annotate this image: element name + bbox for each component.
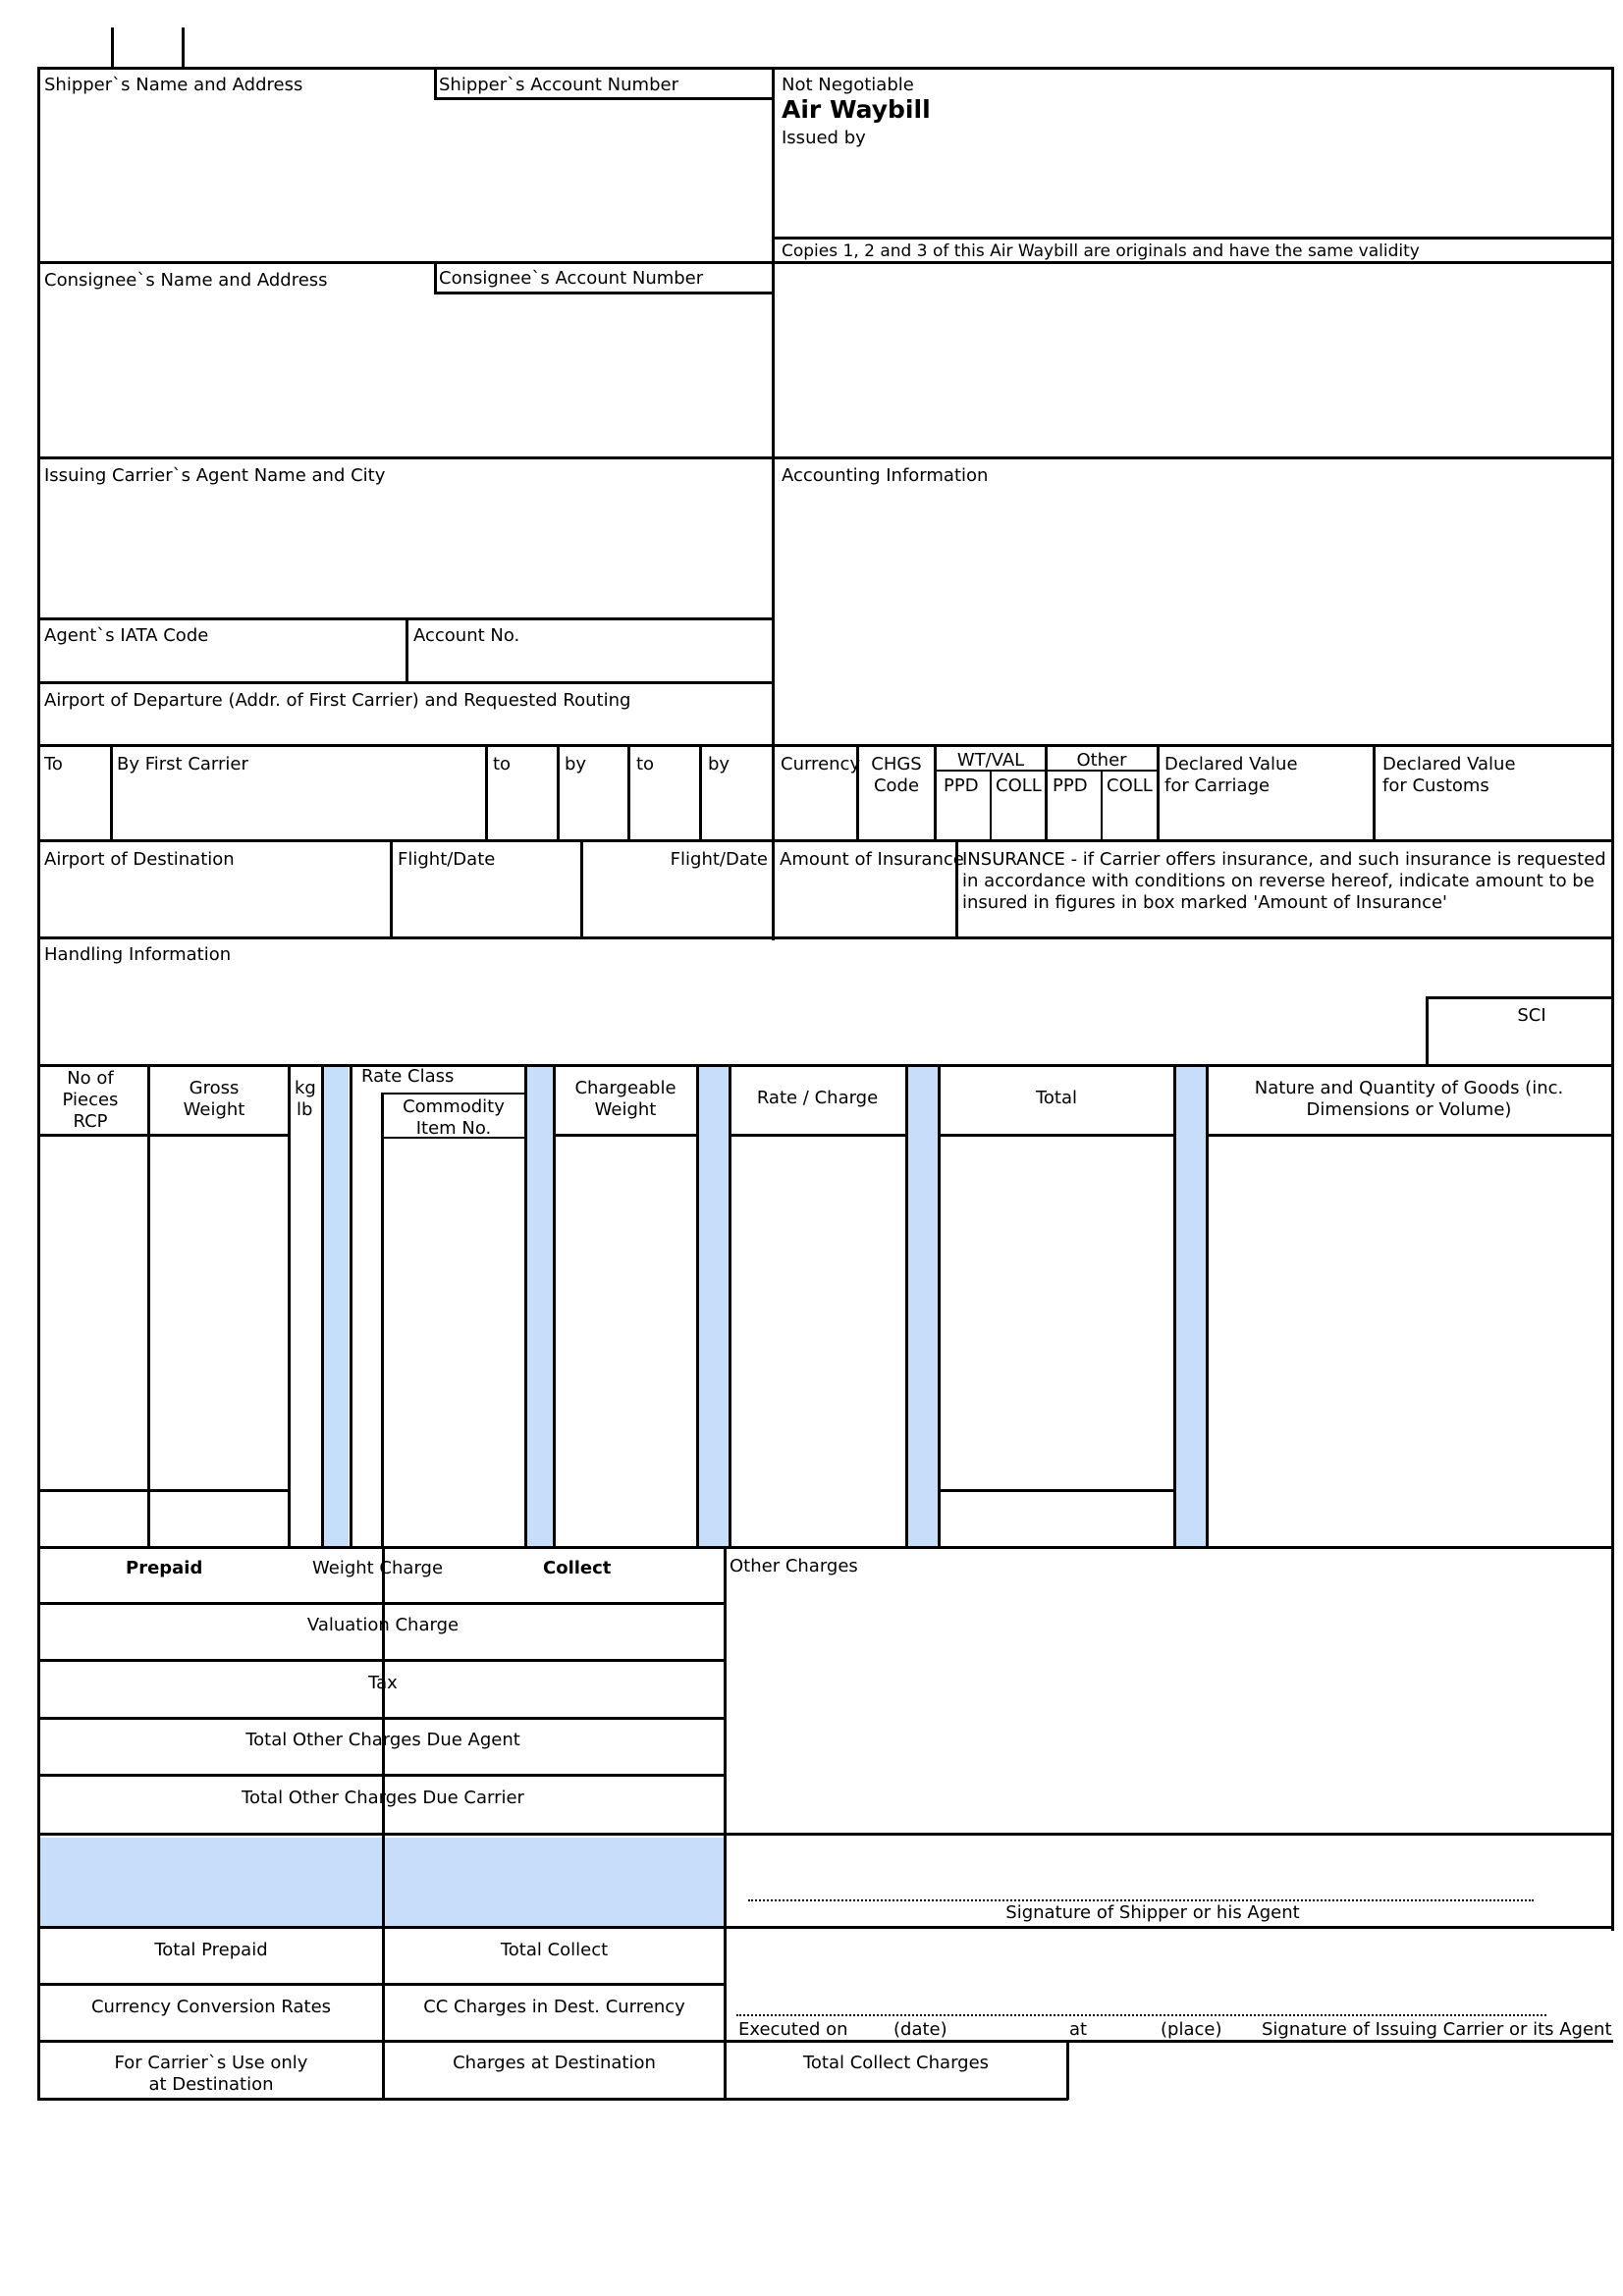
shipper-account-label: Shipper`s Account Number: [439, 75, 678, 95]
line: [434, 97, 773, 100]
line: [1157, 746, 1160, 841]
shade-rate-separator: [527, 1067, 554, 1548]
line: [627, 746, 630, 841]
line: [350, 1065, 352, 1548]
routing-to-label: To: [44, 754, 63, 774]
agent-name-label: Issuing Carrier`s Agent Name and City: [44, 465, 386, 486]
chargeable-weight-header: Chargeable Weight: [574, 1078, 676, 1120]
other-label: Other: [1076, 750, 1127, 771]
line: [905, 1065, 908, 1548]
total-prepaid-label: Total Prepaid: [154, 1940, 268, 1960]
charges-destination-label: Charges at Destination: [453, 2053, 656, 2073]
routing-to2-label: to: [493, 754, 512, 774]
nature-goods-header: Nature and Quantity of Goods (inc. Dimensions or Volume): [1254, 1078, 1564, 1120]
line: [1066, 2040, 1069, 2100]
line: [434, 263, 437, 294]
line: [37, 1833, 1613, 1836]
line: [580, 841, 583, 938]
line: [37, 2098, 1068, 2101]
gross-weight-header: Gross Weight: [183, 1078, 245, 1120]
line: [990, 771, 992, 841]
carrier-use-label: For Carrier`s Use only at Destination: [114, 2053, 308, 2095]
accounting-label: Accounting Information: [782, 465, 989, 486]
account-no-label: Account No.: [413, 625, 520, 646]
line: [485, 746, 488, 841]
line: [37, 744, 1613, 747]
line: [37, 681, 774, 684]
wt-val-label: WT/VAL: [956, 750, 1025, 771]
total-collect-charges-label: Total Collect Charges: [802, 2053, 990, 2073]
flight-date-label: Flight/Date: [670, 849, 768, 870]
issued-by-label: Issued by: [782, 128, 866, 148]
date-label: (date): [893, 2019, 947, 2040]
page-title: Air Waybill: [782, 95, 931, 124]
amount-insurance-label: Amount of Insurance: [780, 849, 964, 870]
currency-rates-label: Currency Conversion Rates: [90, 1997, 332, 2017]
pieces-header: No of Pieces RCP: [62, 1068, 119, 1132]
line: [434, 69, 437, 100]
line: [1426, 996, 1429, 1065]
collect-label: Collect: [543, 1558, 612, 1578]
carrier-signature-label: Signature of Issuing Carrier or its Agent: [1262, 2019, 1612, 2040]
currency-label: Currency: [781, 754, 861, 774]
shade-total-collect: [385, 1838, 726, 1928]
signature-line-shipper: [748, 1899, 1534, 1901]
declared-customs-label: Declared Value for Customs: [1382, 754, 1516, 796]
at-label: at: [1069, 2019, 1088, 2040]
shipper-signature-label: Signature of Shipper or his Agent: [1005, 1902, 1300, 1923]
lb-header: lb: [297, 1099, 313, 1120]
executed-on-label: Executed on: [738, 2019, 848, 2040]
destination-airport-label: Airport of Destination: [44, 849, 235, 870]
line: [321, 1065, 324, 1548]
coll-label: COLL: [996, 775, 1042, 796]
line: [557, 746, 560, 841]
top-tick: [111, 27, 114, 68]
declared-carriage-label: Declared Value for Carriage: [1164, 754, 1298, 796]
iata-code-label: Agent`s IATA Code: [44, 625, 209, 646]
routing-by2-label: by: [565, 754, 587, 774]
line: [37, 1717, 726, 1720]
signature-line-carrier: [736, 2014, 1546, 2016]
cc-charges-label: CC Charges in Dest. Currency: [423, 1997, 685, 2017]
prepaid-label: Prepaid: [126, 1558, 203, 1578]
line: [938, 1489, 1175, 1492]
copies-note: Copies 1, 2 and 3 of this Air Waybill are originals and have the same validity: [782, 241, 1420, 261]
divider-main: [772, 67, 775, 940]
insurance-note: INSURANCE - if Carrier offers insurance, and such insurance is requested in accordance with conditions on reverse hereof, indicate amount to be insured in figures in box marked 'Amount of Insurance': [962, 849, 1606, 913]
rate-class-header: Rate Class: [361, 1066, 455, 1087]
line: [37, 1774, 726, 1777]
line: [1426, 996, 1612, 999]
routing-by3-label: by: [708, 754, 730, 774]
line: [938, 1134, 1175, 1137]
line: [37, 839, 1613, 842]
other-charges-label: Other Charges: [730, 1556, 858, 1576]
chgs-code-label: CHGS Code: [871, 754, 922, 796]
line: [37, 1064, 1613, 1067]
not-negotiable: Not Negotiable: [782, 75, 914, 95]
line: [37, 1602, 726, 1605]
tax-label: Tax: [368, 1673, 398, 1693]
line: [37, 261, 774, 264]
other-due-carrier-label: Total Other Charges Due Carrier: [242, 1788, 524, 1808]
line: [729, 1134, 907, 1137]
line: [699, 746, 702, 841]
line: [938, 1065, 941, 1548]
total-collect-label: Total Collect: [500, 1940, 609, 1960]
shipper-name-label: Shipper`s Name and Address: [44, 75, 303, 95]
top-tick: [182, 27, 185, 68]
line: [37, 1659, 726, 1662]
commodity-header: Commodity Item No.: [403, 1096, 505, 1139]
line: [37, 1926, 1613, 1929]
shade-total-separator: [1176, 1067, 1208, 1548]
line: [553, 1134, 698, 1137]
coll-label: COLL: [1107, 775, 1153, 796]
line: [696, 1065, 699, 1548]
line: [434, 292, 773, 294]
ppd-label: PPD: [944, 775, 979, 796]
line: [406, 619, 408, 683]
line: [390, 841, 393, 938]
line: [1101, 771, 1103, 841]
line: [1206, 1134, 1612, 1137]
total-header: Total: [1035, 1088, 1078, 1108]
ppd-label: PPD: [1053, 775, 1088, 796]
other-due-agent-label: Total Other Charges Due Agent: [245, 1730, 520, 1750]
first-carrier-label: By First Carrier: [117, 754, 248, 774]
line: [1173, 1065, 1176, 1548]
line: [147, 1065, 150, 1548]
line: [553, 1065, 556, 1548]
place-label: (place): [1161, 2019, 1222, 2040]
valuation-charge-label: Valuation Charge: [306, 1615, 460, 1635]
routing-to3-label: to: [636, 754, 655, 774]
shade-weight-separator: [699, 1067, 729, 1548]
shade-total-prepaid: [39, 1838, 383, 1928]
shade-kg-separator: [323, 1067, 349, 1548]
line: [381, 1095, 384, 1548]
kg-header: kg: [295, 1078, 316, 1098]
handling-label: Handling Information: [44, 944, 232, 965]
line: [772, 237, 1612, 240]
consignee-name-label: Consignee`s Name and Address: [44, 270, 328, 291]
departure-label: Airport of Departure (Addr. of First Carrier) and Requested Routing: [44, 690, 631, 711]
line: [1373, 746, 1376, 841]
consignee-account-label: Consignee`s Account Number: [439, 268, 704, 289]
frame-top: [37, 67, 1613, 70]
rate-charge-header: Rate / Charge: [756, 1088, 879, 1108]
line: [729, 1065, 731, 1548]
line: [110, 746, 113, 841]
line: [37, 936, 1613, 939]
line: [37, 1983, 726, 1986]
line: [288, 1065, 291, 1548]
flight-date-label: Flight/Date: [398, 849, 496, 870]
shade-charge-separator: [908, 1067, 938, 1548]
sci-label: SCI: [1517, 1005, 1546, 1026]
line: [381, 1093, 525, 1095]
line: [37, 1546, 1613, 1549]
line: [37, 1134, 289, 1137]
line: [37, 1489, 289, 1492]
line: [37, 456, 1613, 459]
weight-charge-label: Weight Charge: [312, 1558, 444, 1578]
line: [1206, 1065, 1209, 1548]
